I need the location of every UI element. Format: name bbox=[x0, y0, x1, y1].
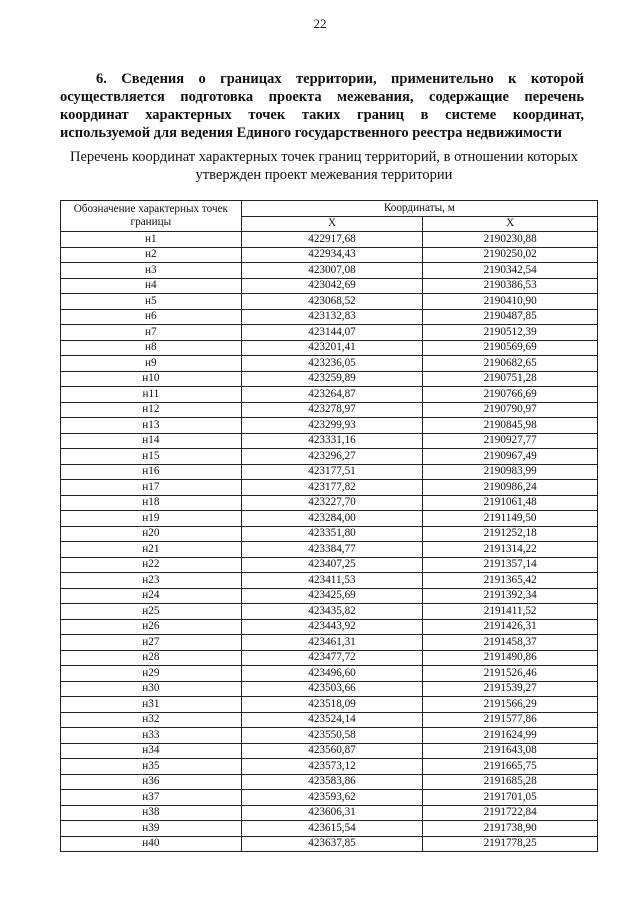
point-cell: н32 bbox=[61, 712, 242, 728]
point-cell: н25 bbox=[61, 604, 242, 620]
table-row bbox=[61, 495, 598, 511]
table-row bbox=[61, 557, 598, 573]
x-coordinate-cell: 423299,93 bbox=[241, 418, 423, 434]
table-row bbox=[61, 402, 598, 418]
point-cell: н34 bbox=[61, 743, 242, 759]
x-coordinate-cell: 423132,83 bbox=[241, 309, 423, 325]
x-coordinate-cell: 423503,66 bbox=[241, 681, 423, 697]
point-cell: н19 bbox=[61, 511, 242, 527]
x-coordinate-cell: 423278,97 bbox=[241, 402, 423, 418]
x-coordinate-cell: 423144,07 bbox=[241, 325, 423, 341]
x-coordinate-cell: 423227,70 bbox=[241, 495, 423, 511]
y-coordinate-cell: 2190487,85 bbox=[423, 309, 598, 325]
y-coordinate-cell: 2191458,37 bbox=[423, 635, 598, 651]
point-cell: н38 bbox=[61, 805, 242, 821]
x-coordinate-cell: 423351,80 bbox=[241, 526, 423, 542]
x-coordinate-cell: 423461,31 bbox=[241, 635, 423, 651]
x-coordinate-cell: 423583,86 bbox=[241, 774, 423, 790]
y-coordinate-cell: 2191426,31 bbox=[423, 619, 598, 635]
point-cell: н29 bbox=[61, 666, 242, 682]
table-row bbox=[61, 588, 598, 604]
x-coordinate-cell: 423637,85 bbox=[241, 836, 423, 852]
point-cell: н22 bbox=[61, 557, 242, 573]
y-coordinate-cell: 2191665,75 bbox=[423, 759, 598, 775]
point-cell: н36 bbox=[61, 774, 242, 790]
table-row bbox=[61, 325, 598, 341]
table-row bbox=[61, 604, 598, 620]
y-coordinate-cell: 2191577,86 bbox=[423, 712, 598, 728]
y-coordinate-cell: 2191624,99 bbox=[423, 728, 598, 744]
point-cell: н21 bbox=[61, 542, 242, 558]
point-cell: н20 bbox=[61, 526, 242, 542]
point-cell: н30 bbox=[61, 681, 242, 697]
x-coordinate-cell: 423259,89 bbox=[241, 371, 423, 387]
y-coordinate-cell: 2191314,22 bbox=[423, 542, 598, 558]
x-coordinate-cell: 423236,05 bbox=[241, 356, 423, 372]
table-row bbox=[61, 681, 598, 697]
x-coordinate-cell: 423068,52 bbox=[241, 294, 423, 310]
point-cell: н5 bbox=[61, 294, 242, 310]
y-coordinate-cell: 2191149,50 bbox=[423, 511, 598, 527]
y-coordinate-cell: 2191539,27 bbox=[423, 681, 598, 697]
table-row bbox=[61, 309, 598, 325]
y-coordinate-cell: 2190751,28 bbox=[423, 371, 598, 387]
point-cell: н4 bbox=[61, 278, 242, 294]
point-cell: н11 bbox=[61, 387, 242, 403]
point-cell: н35 bbox=[61, 759, 242, 775]
header-coordinates: Координаты, м bbox=[241, 201, 597, 217]
x-coordinate-cell: 423615,54 bbox=[241, 821, 423, 837]
section-heading: 6. Сведения о границах территории, применительно к которой осуществляется подготовка проекта межевания, содержащие перечень координат характерных точек таких границ в системе координат, используемой для ведения Единого государственного реестра недвижимости bbox=[60, 71, 584, 141]
point-cell: н15 bbox=[61, 449, 242, 465]
point-cell: н31 bbox=[61, 697, 242, 713]
table-row bbox=[61, 619, 598, 635]
y-coordinate-cell: 2190386,53 bbox=[423, 278, 598, 294]
y-coordinate-cell: 2190967,49 bbox=[423, 449, 598, 465]
y-coordinate-cell: 2191738,90 bbox=[423, 821, 598, 837]
point-cell: н40 bbox=[61, 836, 242, 852]
table-row bbox=[61, 387, 598, 403]
table-row bbox=[61, 464, 598, 480]
point-cell: н12 bbox=[61, 402, 242, 418]
point-cell: н18 bbox=[61, 495, 242, 511]
y-coordinate-cell: 2191526,46 bbox=[423, 666, 598, 682]
y-coordinate-cell: 2191778,25 bbox=[423, 836, 598, 852]
point-cell: н10 bbox=[61, 371, 242, 387]
table-row bbox=[61, 743, 598, 759]
x-coordinate-cell: 423407,25 bbox=[241, 557, 423, 573]
x-coordinate-cell: 423477,72 bbox=[241, 650, 423, 666]
x-coordinate-cell: 423177,51 bbox=[241, 464, 423, 480]
x-coordinate-cell: 422917,68 bbox=[241, 232, 423, 248]
x-coordinate-cell: 423411,53 bbox=[241, 573, 423, 589]
y-coordinate-cell: 2191643,08 bbox=[423, 743, 598, 759]
y-coordinate-cell: 2191061,48 bbox=[423, 495, 598, 511]
y-coordinate-cell: 2191685,28 bbox=[423, 774, 598, 790]
table-row bbox=[61, 294, 598, 310]
table-row bbox=[61, 480, 598, 496]
y-coordinate-cell: 2191365,42 bbox=[423, 573, 598, 589]
table-body bbox=[61, 232, 598, 852]
table-row bbox=[61, 340, 598, 356]
x-coordinate-cell: 422934,43 bbox=[241, 247, 423, 263]
point-cell: н14 bbox=[61, 433, 242, 449]
x-coordinate-cell: 423201,41 bbox=[241, 340, 423, 356]
table-row bbox=[61, 759, 598, 775]
header-point-designation: Обозначение характерных точек границы bbox=[61, 201, 242, 232]
point-cell: н8 bbox=[61, 340, 242, 356]
x-coordinate-cell: 423518,09 bbox=[241, 697, 423, 713]
x-coordinate-cell: 423496,60 bbox=[241, 666, 423, 682]
point-cell: н28 bbox=[61, 650, 242, 666]
table-row bbox=[61, 650, 598, 666]
table-row bbox=[61, 712, 598, 728]
table-row bbox=[61, 836, 598, 852]
x-coordinate-cell: 423573,12 bbox=[241, 759, 423, 775]
x-coordinate-cell: 423296,27 bbox=[241, 449, 423, 465]
table-row bbox=[61, 635, 598, 651]
y-coordinate-cell: 2191252,18 bbox=[423, 526, 598, 542]
table-row bbox=[61, 511, 598, 527]
x-coordinate-cell: 423443,92 bbox=[241, 619, 423, 635]
point-cell: н6 bbox=[61, 309, 242, 325]
y-coordinate-cell: 2190230,88 bbox=[423, 232, 598, 248]
y-coordinate-cell: 2190410,90 bbox=[423, 294, 598, 310]
point-cell: н3 bbox=[61, 263, 242, 279]
point-cell: н37 bbox=[61, 790, 242, 806]
point-cell: н33 bbox=[61, 728, 242, 744]
x-coordinate-cell: 423425,69 bbox=[241, 588, 423, 604]
table-row bbox=[61, 278, 598, 294]
x-coordinate-cell: 423550,58 bbox=[241, 728, 423, 744]
point-cell: н26 bbox=[61, 619, 242, 635]
table-row bbox=[61, 821, 598, 837]
point-cell: н24 bbox=[61, 588, 242, 604]
point-cell: н1 bbox=[61, 232, 242, 248]
x-coordinate-cell: 423606,31 bbox=[241, 805, 423, 821]
y-coordinate-cell: 2190927,77 bbox=[423, 433, 598, 449]
table-row bbox=[61, 263, 598, 279]
y-coordinate-cell: 2190569,69 bbox=[423, 340, 598, 356]
x-coordinate-cell: 423264,87 bbox=[241, 387, 423, 403]
coordinates-table bbox=[60, 200, 598, 852]
y-coordinate-cell: 2190250,02 bbox=[423, 247, 598, 263]
table-row bbox=[61, 526, 598, 542]
x-coordinate-cell: 423593,62 bbox=[241, 790, 423, 806]
x-coordinate-cell: 423331,16 bbox=[241, 433, 423, 449]
y-coordinate-cell: 2190790,97 bbox=[423, 402, 598, 418]
table-row bbox=[61, 697, 598, 713]
y-coordinate-cell: 2191701,05 bbox=[423, 790, 598, 806]
point-cell: н13 bbox=[61, 418, 242, 434]
y-coordinate-cell: 2190682,65 bbox=[423, 356, 598, 372]
y-coordinate-cell: 2191490,86 bbox=[423, 650, 598, 666]
table-caption: Перечень координат характерных точек границ территорий, в отношении которых утвержден проект межевания территории bbox=[70, 149, 578, 183]
table-row bbox=[61, 542, 598, 558]
point-cell: н17 bbox=[61, 480, 242, 496]
point-cell: н23 bbox=[61, 573, 242, 589]
x-coordinate-cell: 423435,82 bbox=[241, 604, 423, 620]
table-row bbox=[61, 356, 598, 372]
table-row bbox=[61, 666, 598, 682]
x-coordinate-cell: 423284,00 bbox=[241, 511, 423, 527]
y-coordinate-cell: 2190986,24 bbox=[423, 480, 598, 496]
y-coordinate-cell: 2190983,99 bbox=[423, 464, 598, 480]
table-header bbox=[61, 201, 598, 232]
point-cell: н9 bbox=[61, 356, 242, 372]
y-coordinate-cell: 2190342,54 bbox=[423, 263, 598, 279]
x-coordinate-cell: 423042,69 bbox=[241, 278, 423, 294]
point-cell: н27 bbox=[61, 635, 242, 651]
table-row bbox=[61, 774, 598, 790]
y-coordinate-cell: 2191566,29 bbox=[423, 697, 598, 713]
x-coordinate-cell: 423177,82 bbox=[241, 480, 423, 496]
table-row bbox=[61, 449, 598, 465]
table-row bbox=[61, 247, 598, 263]
table-row bbox=[61, 433, 598, 449]
y-coordinate-cell: 2191357,14 bbox=[423, 557, 598, 573]
point-cell: н7 bbox=[61, 325, 242, 341]
table-row bbox=[61, 573, 598, 589]
y-coordinate-cell: 2190845,98 bbox=[423, 418, 598, 434]
table-row bbox=[61, 790, 598, 806]
point-cell: н39 bbox=[61, 821, 242, 837]
table-row bbox=[61, 728, 598, 744]
table-row bbox=[61, 805, 598, 821]
point-cell: н2 bbox=[61, 247, 242, 263]
y-coordinate-cell: 2190766,69 bbox=[423, 387, 598, 403]
x-coordinate-cell: 423007,08 bbox=[241, 263, 423, 279]
point-cell: н16 bbox=[61, 464, 242, 480]
page-number: 22 bbox=[313, 16, 327, 31]
x-coordinate-cell: 423560,87 bbox=[241, 743, 423, 759]
header-y: Х bbox=[423, 216, 598, 232]
table-row bbox=[61, 232, 598, 248]
y-coordinate-cell: 2191722,84 bbox=[423, 805, 598, 821]
header-x: X bbox=[241, 216, 423, 232]
y-coordinate-cell: 2190512,39 bbox=[423, 325, 598, 341]
table-row bbox=[61, 371, 598, 387]
x-coordinate-cell: 423384,77 bbox=[241, 542, 423, 558]
y-coordinate-cell: 2191392,34 bbox=[423, 588, 598, 604]
y-coordinate-cell: 2191411,52 bbox=[423, 604, 598, 620]
table-row bbox=[61, 418, 598, 434]
x-coordinate-cell: 423524,14 bbox=[241, 712, 423, 728]
